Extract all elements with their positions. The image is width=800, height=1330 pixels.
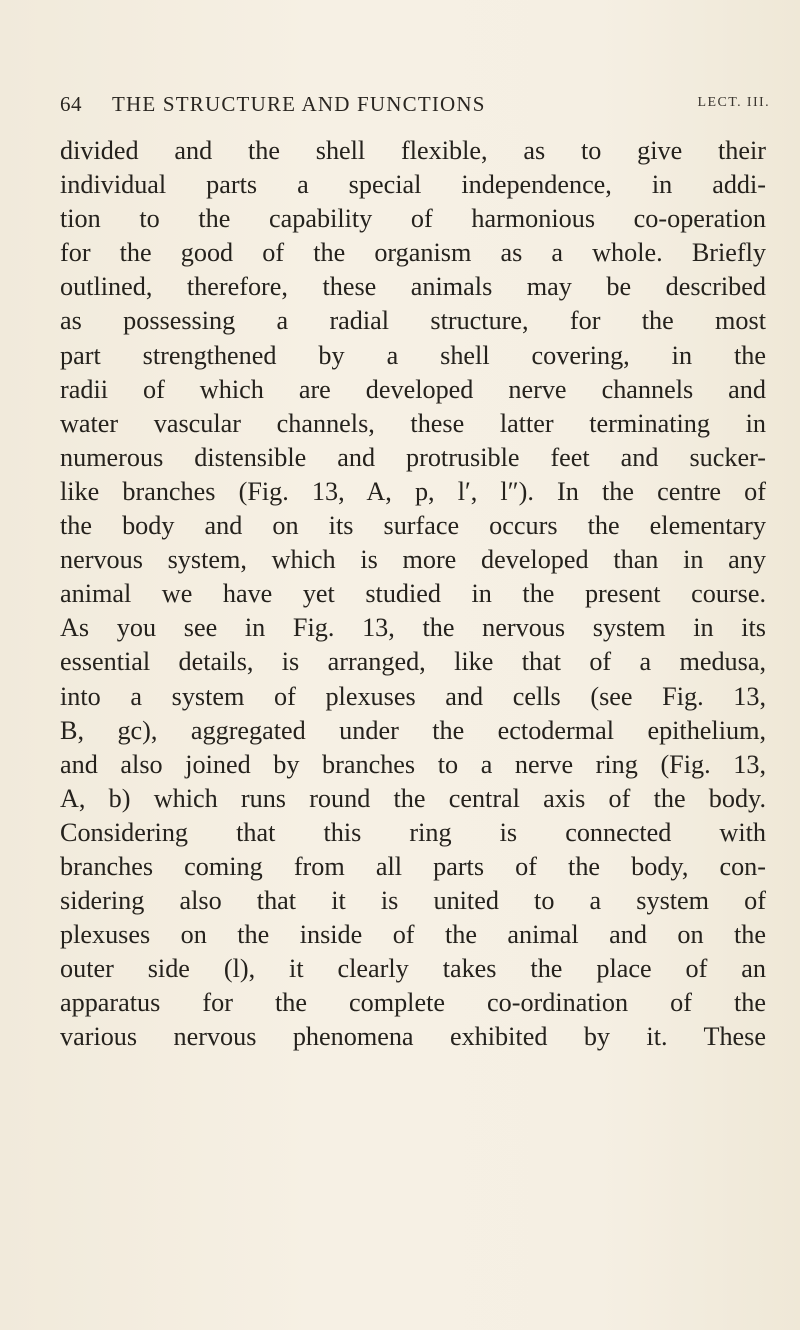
text-line: as possessing a radial structure, for the most: [60, 306, 766, 336]
text-line: part strengthened by a shell covering, in the: [60, 340, 766, 370]
text-line: branches coming from all parts of the body, con-: [60, 851, 766, 881]
text-line: animal we have yet studied in the present course.: [60, 579, 766, 609]
text-line: As you see in Fig. 13, the nervous system in its: [60, 613, 766, 643]
text-line: numerous distensible and protrusible feet and sucker-: [60, 442, 766, 472]
text-line: essential details, is arranged, like that of a medusa,: [60, 647, 766, 677]
running-head: THE STRUCTURE AND FUNCTIONS: [112, 92, 486, 116]
text-line: individual parts a special independence, in addi-: [60, 170, 766, 200]
body-paragraph: [60, 134, 766, 1055]
text-line: divided and the shell flexible, as to give their: [60, 136, 766, 165]
text-line: Considering that this ring is connected with: [60, 817, 766, 847]
text-line: for the good of the organism as a whole. Briefly: [60, 238, 766, 268]
text-line: like branches (Fig. 13, A, p, l′, l″). In the centre of: [60, 476, 766, 506]
text-line: into a system of plexuses and cells (see Fig. 13,: [60, 681, 766, 711]
text-line: tion to the capability of harmonious co-operation: [60, 204, 766, 234]
text-line: plexuses on the inside of the animal and on the: [60, 920, 766, 950]
text-line: B, gc), aggregated under the ectodermal epithelium,: [60, 715, 766, 745]
lecture-reference: LECT. III.: [697, 95, 770, 110]
text-line: sidering also that it is united to a system of: [60, 886, 766, 916]
text-line: outlined, therefore, these animals may be described: [60, 272, 766, 302]
text-line: the body and on its surface occurs the elementary: [60, 511, 766, 541]
page-number: 64: [60, 92, 82, 116]
text-line: apparatus for the complete co-ordination of the: [60, 988, 766, 1018]
text-line: water vascular channels, these latter terminating in: [60, 408, 766, 438]
text-line: nervous system, which is more developed than in any: [60, 545, 766, 575]
text-line: and also joined by branches to a nerve ring (Fig. 13,: [60, 749, 766, 779]
text-line: radii of which are developed nerve channels and: [60, 374, 766, 404]
text-line: A, b) which runs round the central axis of the body.: [60, 783, 766, 813]
text-line: various nervous phenomena exhibited by it. These: [60, 1022, 766, 1052]
page-header: [60, 92, 770, 116]
text-line: outer side (l), it clearly takes the place of an: [60, 954, 766, 984]
